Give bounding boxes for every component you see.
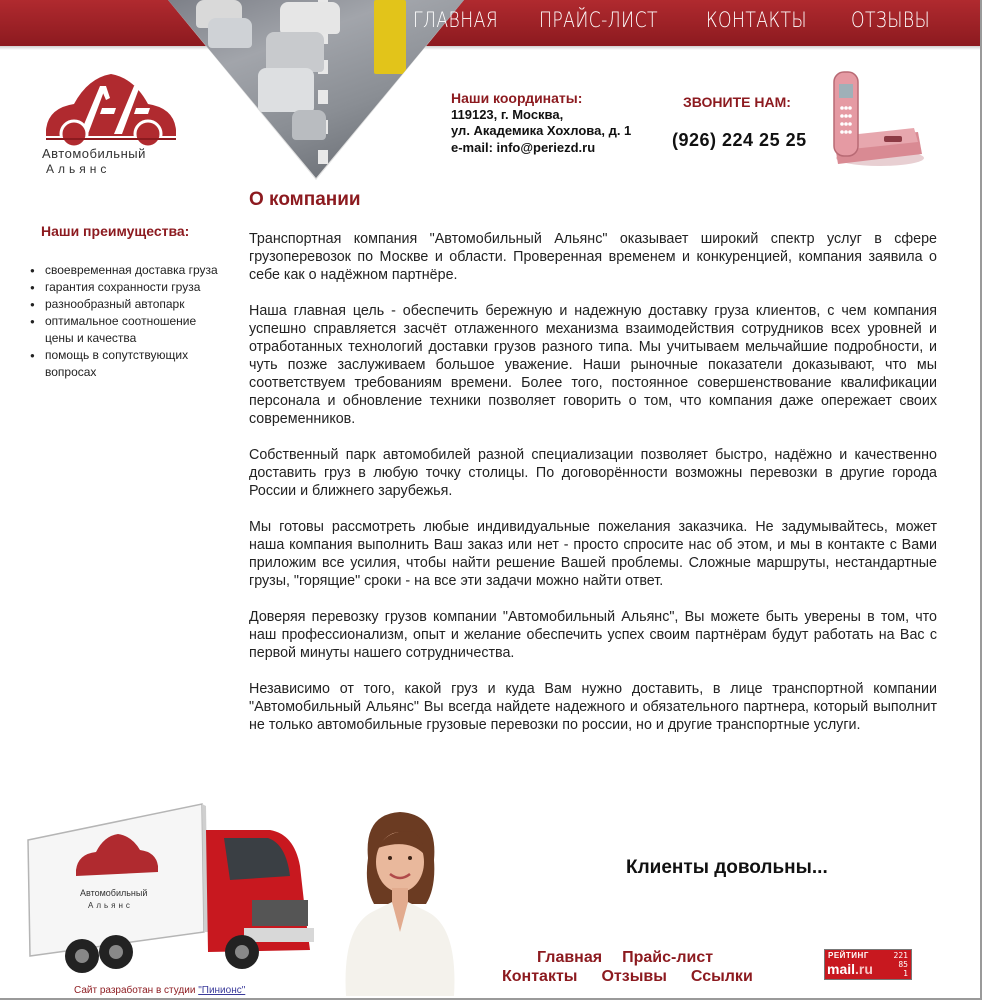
nav-contacts[interactable]: КОНТАКТЫ <box>706 8 808 32</box>
phone-number[interactable]: (926) 224 25 25 <box>672 130 807 150</box>
rating-brand <box>827 961 873 977</box>
paragraph: Мы готовы рассмотреть любые индивидуальные пожелания заказчика. Не задумывайтесь, может наша компания выполнить Ваш заказ или нет - просто спросите нас об этом, и мы в контакте с Вами приложим все усилия, чтобы найти решение Вашей проблемы. Сложные маршруты, нестандартные грузы, "горящие" сроки - на все эти задачи можно найти ответ. <box>249 519 937 589</box>
truck-image <box>24 800 320 980</box>
happy-client-photo <box>338 808 462 996</box>
logo-text-line1: Автомобильный <box>42 146 146 161</box>
main-nav <box>413 8 948 32</box>
rating-n2: 85 <box>898 960 908 969</box>
page-title: О компании <box>249 189 361 210</box>
list-item: ● оптимальное соотношение цены и качества <box>30 313 220 347</box>
rating-n3: 1 <box>903 969 908 978</box>
paragraph: Независимо от того, какой груз и куда Вам нужно доставить, в лице транспортной компании "Автомобильный Альянс" Вы всегда найдете надежного и обязательного партнера, который выполнит не только автомобильные грузовые перевозки по россии, но и другие транспортные услуги. <box>249 681 937 733</box>
contacts-block <box>451 90 631 156</box>
advantages-list <box>30 262 220 381</box>
mail-ru-rating-counter[interactable] <box>824 949 912 980</box>
footer-link-price-list[interactable]: Прайс-лист <box>622 949 714 966</box>
list-item: ● разнообразный автопарк <box>30 296 220 313</box>
nav-price-list[interactable]: ПРАЙС-ЛИСТ <box>539 8 659 32</box>
paragraph: Доверяя перевозку грузов компании "Автомобильный Альянс", Вы можете быть уверены в том, что наш профессионализм, опыт и желание обеспечить успех своим партнёрам будут работать на Вас с первой минуты нашего сотрудничества. <box>249 609 937 661</box>
rating-label: РЕЙТИНГ <box>828 951 869 960</box>
credit-text: Сайт разработан в студии <box>74 985 196 996</box>
rating-numbers <box>894 951 908 978</box>
list-item: ● помощь в сопутствующих вопросах <box>30 347 220 381</box>
list-item: ● гарантия сохранности груза <box>30 279 220 296</box>
logo-text-line2: Альянс <box>46 162 111 176</box>
contacts-email[interactable]: e-mail: info@periezd.ru <box>451 139 596 155</box>
contacts-address-line2: ул. Академика Хохлова, д. 1 <box>451 123 632 138</box>
about-text <box>249 230 937 752</box>
svg-text:Автомобильный: Автомобильный <box>80 888 148 898</box>
nav-home[interactable]: ГЛАВНАЯ <box>413 8 499 32</box>
rating-n1: 221 <box>893 951 908 960</box>
studio-link[interactable]: "Пинионс" <box>198 985 246 996</box>
top-bar-shadow <box>0 46 980 50</box>
advantages-title: Наши преимущества: <box>41 223 190 239</box>
contacts-address-line1: 119123, г. Москва, <box>451 106 564 122</box>
clients-happy-text: Клиенты довольны... <box>626 857 828 878</box>
footer-nav-row1 <box>537 949 713 967</box>
footer-link-links[interactable]: Ссылки <box>690 968 753 985</box>
paragraph: Собственный парк автомобилей разной специализации позволяет быстро, надёжно и качественно доставить груз в любую точку столицы. По договорённости возможны перевозки в другие города России и ближнего зарубежья. <box>249 447 937 499</box>
footer-link-contacts[interactable]: Контакты <box>502 968 578 985</box>
rating-brand-b: .ru <box>855 961 873 977</box>
studio-credit <box>74 985 245 996</box>
paragraph: Транспортная компания "Автомобильный Альянс" оказывает широкий спектр услуг в сфере грузоперевозок по Москве и области. Проверенная временем и конкуренцией, компания заявила о себе как о надёжном партнёре. <box>249 231 937 283</box>
nav-reviews[interactable]: ОТЗЫВЫ <box>851 8 931 32</box>
phone-icon <box>814 70 926 170</box>
footer-link-home[interactable]: Главная <box>537 949 603 966</box>
list-item: ● своевременная доставка груза <box>30 262 220 279</box>
call-us-label: ЗВОНИТЕ НАМ: <box>683 94 791 110</box>
footer-nav-row2 <box>502 968 753 986</box>
rating-brand-a: mail <box>827 961 856 977</box>
contacts-title: Наши координаты: <box>451 90 583 106</box>
paragraph: Наша главная цель - обеспечить бережную и надежную доставку груза клиентов, с чем компания успешно справляется засчёт отлаженного механизма взаимодействия сотрудников всех уровней и отработанных технологий доставки грузов разного типа. Мы учитываем мельчайшие подробности, и чуть позже заслуживаем большое уважение. Наши рыночные показатели доказывают, что мы соответствуем требованиям времени. Более того, постоянное совершенствование квалификации персонала и обновление техники позволяет говорить о том, что компания даже опережает своих современников. <box>249 303 937 427</box>
svg-text:Альянс: Альянс <box>88 901 133 910</box>
footer-link-reviews[interactable]: Отзывы <box>601 968 667 985</box>
